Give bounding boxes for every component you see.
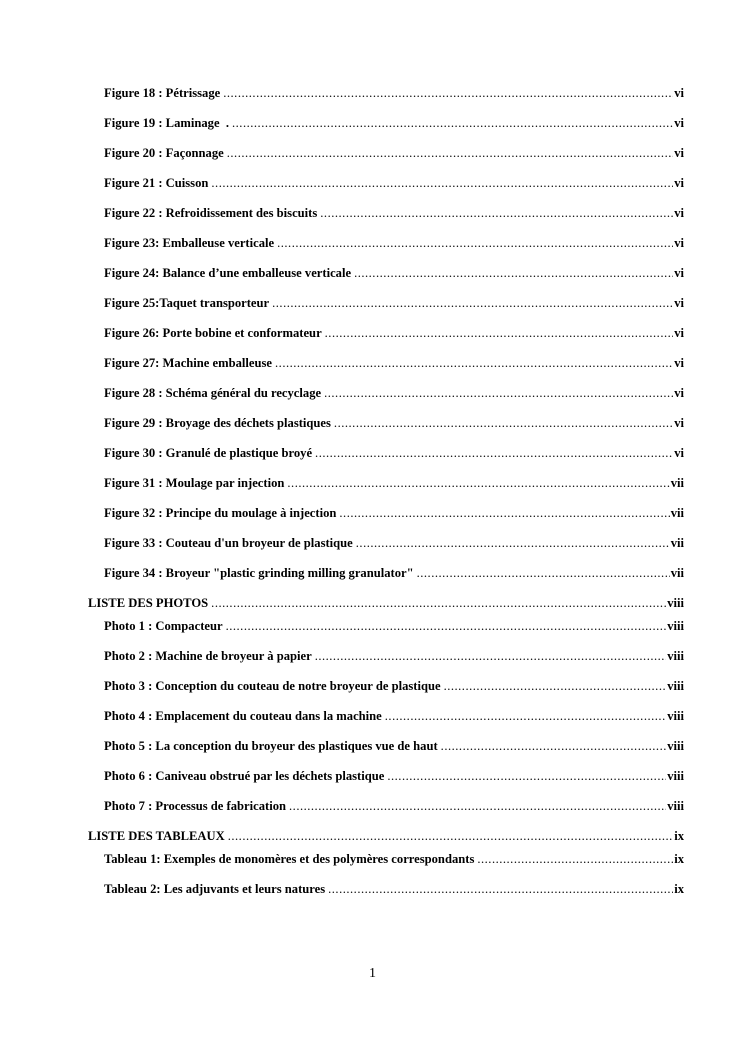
toc-entry-page: vii — [670, 566, 684, 580]
dot-leader — [320, 206, 673, 221]
toc-entry[interactable] — [88, 206, 684, 236]
toc-entry-page: vii — [670, 506, 684, 520]
toc-entry-page: vii — [670, 476, 684, 490]
toc-entry-page: viii — [667, 679, 684, 693]
dot-leader — [385, 709, 666, 724]
toc-entry-label: Figure 24: Balance d’une emballeuse verticale — [104, 266, 352, 280]
toc-entry-label: Figure 34 : Broyeur "plastic grinding milling granulator" — [104, 566, 414, 580]
toc-entry-label: Figure 19 : Laminage . — [104, 116, 229, 130]
toc-entry-label: Tableau 1: Exemples de monomères et des polymères correspondants — [104, 852, 475, 866]
toc-entry-page: vi — [674, 176, 684, 190]
toc-entry[interactable] — [88, 296, 684, 326]
toc-entry-label: Photo 1 : Compacteur — [104, 619, 223, 633]
toc-entry-page: viii — [667, 799, 684, 813]
toc-entry-label: Figure 33 : Couteau d'un broyeur de plastique — [104, 536, 353, 550]
toc-entry-label: Figure 21 : Cuisson — [104, 176, 209, 190]
toc-entry-page: vi — [674, 416, 684, 430]
toc-entry[interactable] — [88, 506, 684, 536]
toc-entry-label: Photo 5 : La conception du broyeur des plastiques vue de haut — [104, 739, 438, 753]
toc-entry-page: vi — [674, 86, 684, 100]
toc-entry-page: vi — [674, 356, 684, 370]
photos-list — [88, 619, 684, 829]
dot-leader — [334, 416, 673, 431]
dot-leader — [354, 266, 673, 281]
toc-entry[interactable] — [88, 619, 684, 649]
toc-entry-page: ix — [674, 852, 684, 866]
dot-leader — [287, 476, 669, 491]
toc-entry-label: Photo 7 : Processus de fabrication — [104, 799, 287, 813]
dot-leader — [228, 829, 673, 844]
dot-leader — [315, 446, 673, 461]
toc-entry-label: Figure 32 : Principe du moulage à injection — [104, 506, 337, 520]
toc-entry[interactable] — [88, 386, 684, 416]
toc-entry-label: Figure 23: Emballeuse verticale — [104, 236, 275, 250]
tables-list — [88, 852, 684, 912]
toc-entry[interactable] — [88, 86, 684, 116]
page-number: 1 — [369, 966, 376, 981]
toc-entry-page: viii — [667, 619, 684, 633]
toc-entry[interactable] — [88, 176, 684, 206]
toc-entry-label: Figure 20 : Façonnage — [104, 146, 224, 160]
toc-entry-label: Photo 6 : Caniveau obstrué par les déchets plastique — [104, 769, 385, 783]
toc-entry-page: vi — [674, 296, 684, 310]
toc-entry[interactable] — [88, 739, 684, 769]
toc-section-page: ix — [674, 829, 684, 843]
toc-entry[interactable] — [88, 476, 684, 506]
dot-leader — [325, 326, 674, 341]
dot-leader — [315, 649, 667, 664]
toc-entry[interactable] — [88, 799, 684, 829]
toc-entry-label: Figure 28 : Schéma général du recyclage — [104, 386, 322, 400]
toc-section-page: viii — [667, 596, 684, 610]
toc-entry[interactable] — [88, 236, 684, 266]
toc-entry-page: vi — [674, 446, 684, 460]
dot-leader — [339, 506, 669, 521]
toc-entry[interactable] — [88, 679, 684, 709]
dot-leader — [223, 86, 673, 101]
toc-entry[interactable] — [88, 326, 684, 356]
toc-entry-page: viii — [667, 649, 684, 663]
dot-leader — [387, 769, 666, 784]
toc-entry-page: vi — [674, 206, 684, 220]
toc-entry[interactable] — [88, 709, 684, 739]
toc-entry-page: vi — [674, 236, 684, 250]
toc-entry[interactable] — [88, 882, 684, 912]
toc-entry-label: Figure 29 : Broyage des déchets plastiques — [104, 416, 331, 430]
toc-entry[interactable] — [88, 416, 684, 446]
toc-entry-page: ix — [674, 882, 684, 896]
toc-section-photos[interactable] — [88, 596, 684, 619]
dot-leader — [444, 679, 667, 694]
toc-entry-label: Figure 30 : Granulé de plastique broyé — [104, 446, 313, 460]
dot-leader — [356, 536, 670, 551]
dot-leader — [328, 882, 673, 897]
toc-entry-page: vi — [674, 266, 684, 280]
toc-entry-page: viii — [667, 769, 684, 783]
toc-entry[interactable] — [88, 769, 684, 799]
toc-entry[interactable] — [88, 649, 684, 679]
dot-leader — [232, 116, 673, 131]
table-of-contents — [88, 86, 684, 912]
toc-entry-label: Figure 25:Taquet transporteur — [104, 296, 270, 310]
toc-entry-label: Figure 27: Machine emballeuse — [104, 356, 273, 370]
toc-entry[interactable] — [88, 116, 684, 146]
dot-leader — [227, 146, 673, 161]
toc-entry-page: vi — [674, 116, 684, 130]
toc-entry-page: viii — [667, 709, 684, 723]
dot-leader — [211, 176, 673, 191]
toc-section-tables[interactable] — [88, 829, 684, 852]
dot-leader — [272, 296, 673, 311]
toc-entry-label: Figure 31 : Moulage par injection — [104, 476, 285, 490]
toc-entry[interactable] — [88, 852, 684, 882]
toc-entry[interactable] — [88, 266, 684, 296]
toc-entry[interactable] — [88, 566, 684, 596]
toc-entry-label: Figure 18 : Pétrissage — [104, 86, 221, 100]
toc-entry[interactable] — [88, 446, 684, 476]
dot-leader — [289, 799, 666, 814]
toc-entry-page: vi — [674, 326, 684, 340]
dot-leader — [441, 739, 667, 754]
dot-leader — [477, 852, 673, 867]
dot-leader — [211, 596, 666, 611]
dot-leader — [226, 619, 667, 634]
toc-entry-label: Photo 3 : Conception du couteau de notre broyeur de plastique — [104, 679, 441, 693]
toc-section-label: LISTE DES PHOTOS — [88, 596, 209, 610]
toc-entry[interactable] — [88, 536, 684, 566]
toc-entry-label: Photo 4 : Emplacement du couteau dans la machine — [104, 709, 382, 723]
toc-entry[interactable] — [88, 356, 684, 386]
toc-entry-label: Tableau 2: Les adjuvants et leurs natures — [104, 882, 326, 896]
toc-entry-page: vii — [670, 536, 684, 550]
toc-entry[interactable] — [88, 146, 684, 176]
toc-entry-label: Figure 22 : Refroidissement des biscuits — [104, 206, 318, 220]
figures-list — [88, 86, 684, 596]
dot-leader — [275, 356, 673, 371]
toc-entry-page: vi — [674, 386, 684, 400]
dot-leader — [324, 386, 673, 401]
toc-entry-label: Photo 2 : Machine de broyeur à papier — [104, 649, 312, 663]
toc-entry-label: Figure 26: Porte bobine et conformateur — [104, 326, 322, 340]
toc-section-label: LISTE DES TABLEAUX — [88, 829, 225, 843]
dot-leader — [417, 566, 670, 581]
toc-entry-page: viii — [667, 739, 684, 753]
dot-leader — [277, 236, 673, 251]
toc-entry-page: vi — [674, 146, 684, 160]
